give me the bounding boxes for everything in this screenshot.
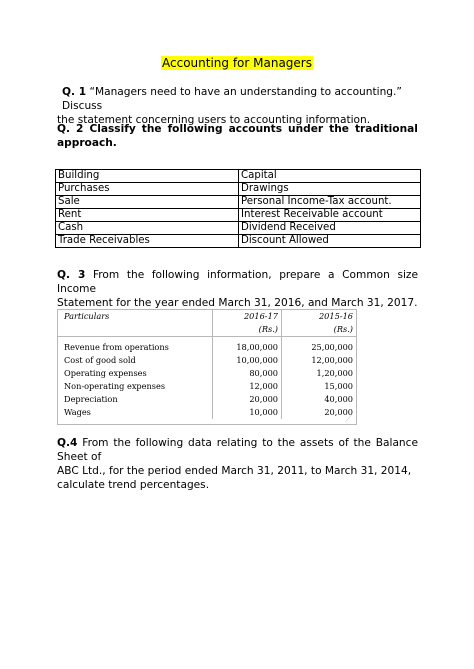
table-row xyxy=(56,235,421,248)
table-header-row xyxy=(58,310,356,323)
table-row xyxy=(58,367,356,380)
question-2-word: under xyxy=(288,123,324,135)
table-cell: Non-operating expenses xyxy=(58,380,213,393)
question-4-text-line-3: calculate trend percentages. xyxy=(57,479,210,491)
table-row xyxy=(56,209,421,222)
question-2-word: 2 xyxy=(76,123,84,135)
table-cell: 25,00,000 xyxy=(311,342,353,352)
question-2-text-line-2: approach. xyxy=(57,137,117,149)
question-2-word: accounts xyxy=(228,123,283,135)
question-1 xyxy=(57,85,418,127)
table-header-cell: Particulars xyxy=(58,310,213,323)
table-cell: Personal Income-Tax account. xyxy=(239,196,421,209)
table-header-cell: 2016-17 xyxy=(213,310,282,323)
question-4-text-line-2: ABC Ltd., for the period ended March 31, 2011, to March 31, 2014, xyxy=(57,465,412,477)
table-cell: 18,00,000 xyxy=(213,337,282,355)
question-3-text-line-2: Statement for the year ended March 31, 2016, and March 31, 2017. xyxy=(57,297,418,309)
table-cell: Drawings xyxy=(239,183,421,196)
table-cell: 10,000 xyxy=(213,406,282,419)
table-cell: 12,00,000 xyxy=(311,355,353,365)
question-2-word: the xyxy=(329,123,349,135)
table-cell: 1,20,000 xyxy=(316,368,353,378)
question-3-line-1 xyxy=(57,268,418,296)
question-1-text-line-2: the statement concerning users to accounting information. xyxy=(57,114,371,126)
question-2-word: Q. xyxy=(57,123,71,135)
table-cell: 40,000 xyxy=(324,394,353,404)
question-2-word: Classify xyxy=(89,123,136,135)
table-cell: 10,00,000 xyxy=(213,354,282,367)
table-cell: Trade Receivables xyxy=(56,235,239,248)
document-title xyxy=(0,55,474,71)
table-cell: Operating expenses xyxy=(58,367,213,380)
question-2-word: the xyxy=(141,123,162,135)
question-4 xyxy=(57,436,418,492)
table-row xyxy=(58,337,356,355)
table-header-cell: (Rs.) xyxy=(282,323,357,337)
table-row xyxy=(56,170,421,183)
question-3-text-line-1: From the following information, prepare a Common size Income xyxy=(57,269,418,295)
question-2-line-1 xyxy=(57,122,418,136)
table-cell: Sale xyxy=(56,196,239,209)
table-cell: Cost of good sold xyxy=(58,354,213,367)
table-cell: 15,000 xyxy=(324,381,353,391)
table-cell: Depreciation xyxy=(58,393,213,406)
table-cell: 80,000 xyxy=(213,367,282,380)
table-row xyxy=(58,393,356,406)
table-cell: Building xyxy=(56,170,239,183)
table-cell: 20,000 xyxy=(213,393,282,406)
table-cell: Discount Allowed xyxy=(239,235,421,248)
table-cell: Cash xyxy=(56,222,239,235)
question-2-word: following xyxy=(167,123,223,135)
question-1-line-1 xyxy=(57,85,418,113)
common-size-table-image xyxy=(57,309,357,425)
table-cell: Interest Receivable account xyxy=(239,209,421,222)
question-4-number: Q.4 xyxy=(57,437,78,449)
common-size-table xyxy=(58,310,356,419)
table-row xyxy=(58,354,356,367)
question-2 xyxy=(57,122,418,150)
table-cell: 12,000 xyxy=(213,380,282,393)
question-3-number: Q. 3 xyxy=(57,269,86,281)
question-1-number: Q. 1 xyxy=(62,86,87,98)
question-2-word: traditional xyxy=(354,123,418,135)
table-row xyxy=(56,196,421,209)
table-cell: Dividend Received xyxy=(239,222,421,235)
table-cell: Wages xyxy=(58,406,213,419)
scan-mark: ⟋ xyxy=(345,414,352,425)
question-1-text-line-1: “Managers need to have an understanding to accounting.” Discuss xyxy=(62,86,402,112)
table-header-cell xyxy=(58,323,213,337)
table-units-row xyxy=(58,323,356,337)
table-cell: Capital xyxy=(239,170,421,183)
table-row xyxy=(56,222,421,235)
question-3 xyxy=(57,268,418,310)
table-cell: Purchases xyxy=(56,183,239,196)
table-row xyxy=(58,380,356,393)
accounts-table xyxy=(55,169,421,248)
question-4-text-line-1: From the following data relating to the assets of the Balance Sheet of xyxy=(57,437,418,463)
table-cell: 20,000 xyxy=(324,407,353,417)
table-cell: Rent xyxy=(56,209,239,222)
question-4-line-1 xyxy=(57,436,418,464)
table-row xyxy=(56,183,421,196)
table-header-cell: 2015-16 xyxy=(318,311,353,321)
table-header-cell: (Rs.) xyxy=(213,323,282,337)
table-cell: Revenue from operations xyxy=(58,337,213,355)
document-title-text: Accounting for Managers xyxy=(162,56,312,70)
table-row xyxy=(58,406,356,419)
